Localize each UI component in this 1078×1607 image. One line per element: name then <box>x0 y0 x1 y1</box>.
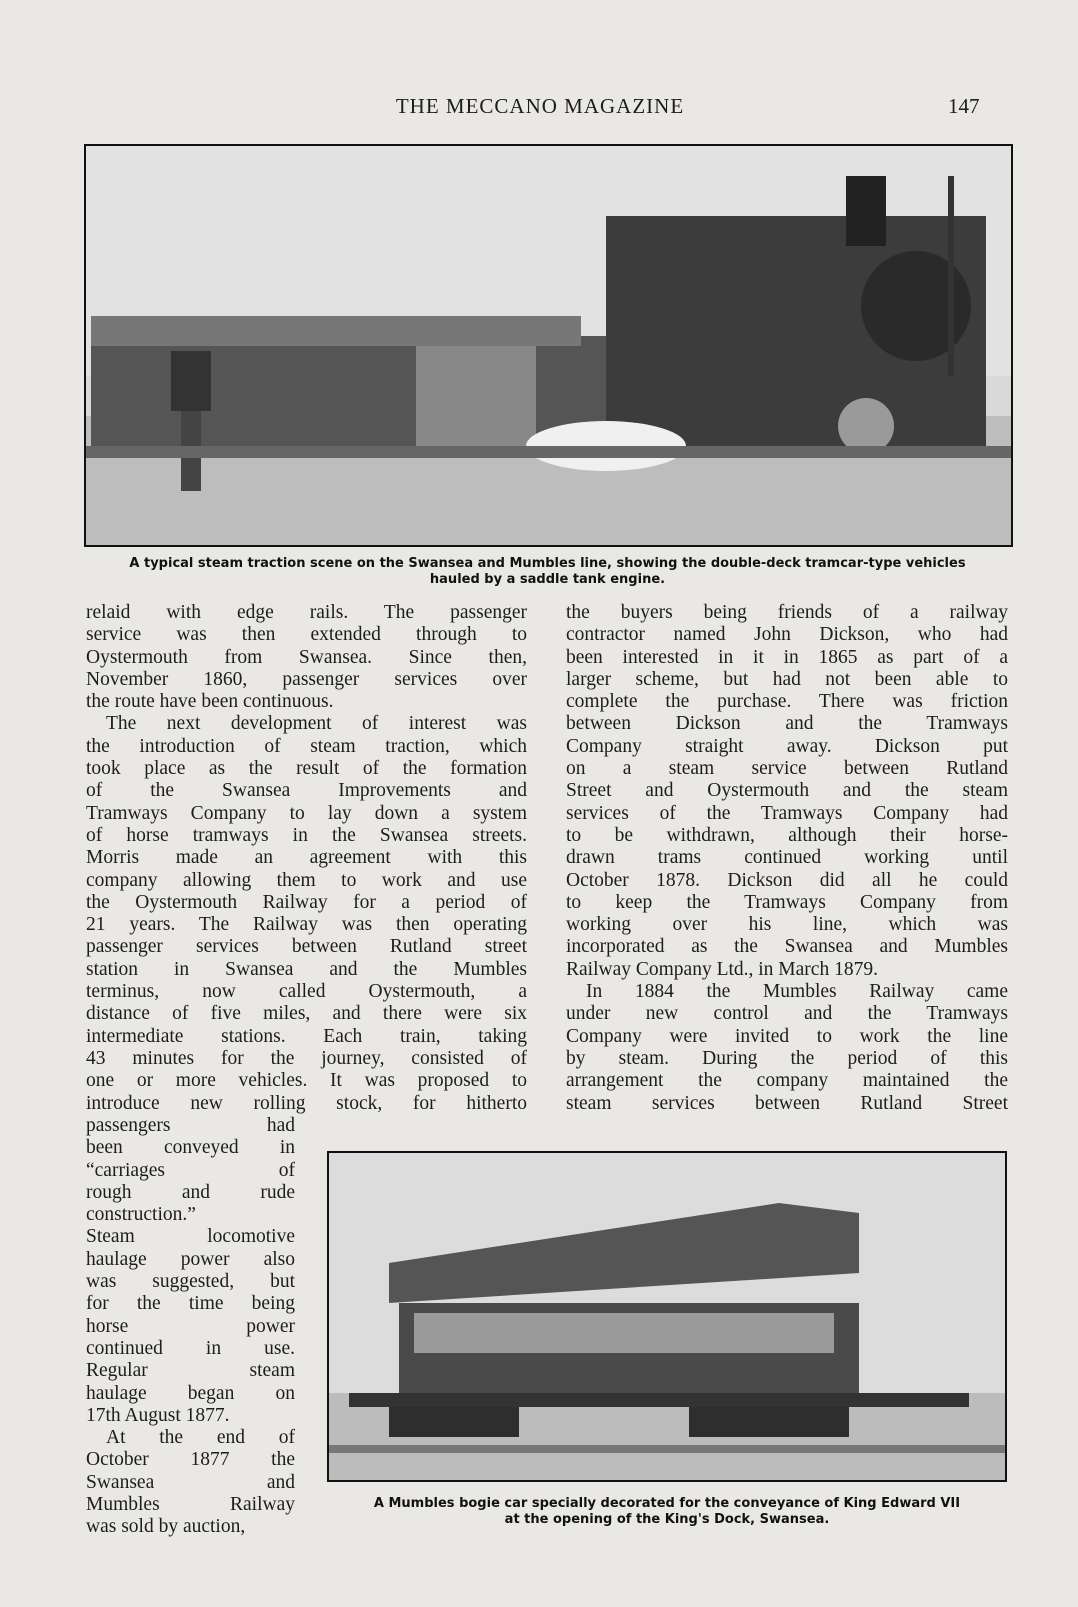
right-text-column <box>566 602 1008 1115</box>
text-line: for the time being <box>86 1293 295 1315</box>
text-line: 43 minutes for the journey, consisted of <box>86 1047 527 1069</box>
text-line: construction.” <box>86 1204 196 1226</box>
text-line: Street and Oystermouth and the steam <box>566 780 1008 802</box>
text-line: At the end of <box>106 1427 295 1449</box>
caption-line: A typical steam traction scene on the Swansea and Mumbles line, showing the double-deck tramcar-type vehicles <box>129 556 966 571</box>
page-number: 147 <box>948 94 980 118</box>
text-line: The next development of interest was <box>106 713 527 735</box>
narrow-text-column <box>86 1115 295 1539</box>
text-line: Company were invited to work the line <box>566 1025 1008 1047</box>
text-line: passenger services between Rutland street <box>86 936 527 958</box>
text-line: In 1884 the Mumbles Railway came <box>586 981 1008 1003</box>
text-line: been interested in it in 1865 as part of a <box>566 646 1008 668</box>
text-line: services of the Tramways Company had <box>566 802 1008 824</box>
page-header <box>0 92 1078 122</box>
text-line: Regular steam <box>86 1360 295 1382</box>
text-line: passengers had <box>86 1115 295 1136</box>
text-line: to be withdrawn, although their horse- <box>566 824 1008 846</box>
text-line: under new control and the Tramways <box>566 1003 1008 1025</box>
text-line: the Oystermouth Railway for a period of <box>86 891 527 913</box>
text-line: horse power <box>86 1315 295 1337</box>
text-line: to keep the Tramways Company from <box>566 891 1008 913</box>
text-line: station in Swansea and the Mumbles <box>86 958 527 980</box>
text-line: contractor named John Dickson, who had <box>566 624 1008 646</box>
caption-line: A Mumbles bogie car specially decorated for the conveyance of King Edward VII <box>373 1496 961 1511</box>
text-line: relaid with edge rails. The passenger <box>86 602 527 623</box>
text-line: was sold by auction, <box>86 1516 246 1538</box>
text-line: took place as the result of the formation <box>86 758 527 780</box>
magazine-title: THE MECCANO MAGAZINE <box>395 94 685 118</box>
text-line: Swansea and <box>86 1471 295 1493</box>
text-line: haulage power also <box>86 1248 295 1270</box>
text-line: company allowing them to work and use <box>86 869 527 891</box>
text-line: intermediate stations. Each train, taking <box>86 1025 527 1047</box>
top-photo-caption <box>80 556 1015 588</box>
text-line: Tramways Company to lay down a system <box>86 802 527 824</box>
text-line: Oystermouth from Swansea. Since then, <box>86 646 527 668</box>
text-line: Steam locomotive <box>86 1226 295 1248</box>
decorated-bogie-car-photo <box>327 1151 1007 1482</box>
text-line: was suggested, but <box>86 1271 295 1293</box>
text-line: larger scheme, but had not been able to <box>566 668 1008 690</box>
text-line: rough and rude <box>86 1181 295 1203</box>
text-line: terminus, now called Oystermouth, a <box>86 981 527 1003</box>
text-line: Morris made an agreement with this <box>86 847 527 869</box>
text-line: between Dickson and the Tramways <box>566 713 1008 735</box>
caption-line: hauled by a saddle tank engine. <box>429 572 666 587</box>
text-line: distance of five miles, and there were six <box>86 1003 527 1025</box>
text-line: the buyers being friends of a railway <box>566 602 1008 623</box>
text-line: 17th August 1877. <box>86 1404 230 1426</box>
text-line: arrangement the company maintained the <box>566 1070 1008 1092</box>
left-text-column <box>86 602 527 1115</box>
text-line: of horse tramways in the Swansea streets. <box>86 824 527 846</box>
text-line: “carriages of <box>86 1159 295 1181</box>
text-line: Railway Company Ltd., in March 1879. <box>566 958 878 980</box>
text-line: of the Swansea Improvements and <box>86 780 527 802</box>
text-line: incorporated as the Swansea and Mumbles <box>566 936 1008 958</box>
text-line: working over his line, which was <box>566 914 1008 936</box>
text-line: the introduction of steam traction, which <box>86 735 527 757</box>
text-line: November 1860, passenger services over <box>86 668 527 690</box>
text-line: on a steam service between Rutland <box>566 758 1008 780</box>
text-line: Company straight away. Dickson put <box>566 735 1008 757</box>
text-line: haulage began on <box>86 1382 295 1404</box>
text-line: October 1878. Dickson did all he could <box>566 869 1008 891</box>
text-line: drawn trams continued working until <box>566 847 1008 869</box>
bottom-photo-caption <box>327 1496 1007 1528</box>
text-line: introduce new rolling stock, for hitherto <box>86 1092 527 1114</box>
text-line: complete the purchase. There was friction <box>566 691 1008 713</box>
text-line: 21 years. The Railway was then operating <box>86 914 527 936</box>
steam-train-photo <box>84 144 1013 547</box>
text-line: steam services between Rutland Street <box>566 1092 1008 1114</box>
caption-line: at the opening of the King's Dock, Swansea. <box>504 1512 830 1527</box>
text-line: one or more vehicles. It was proposed to <box>86 1070 527 1092</box>
text-line: continued in use. <box>86 1337 295 1359</box>
text-line: October 1877 the <box>86 1449 295 1471</box>
text-line: service was then extended through to <box>86 624 527 646</box>
text-line: Mumbles Railway <box>86 1494 295 1516</box>
text-line: been conveyed in <box>86 1137 295 1159</box>
text-line: by steam. During the period of this <box>566 1047 1008 1069</box>
text-line: the route have been continuous. <box>86 691 334 713</box>
